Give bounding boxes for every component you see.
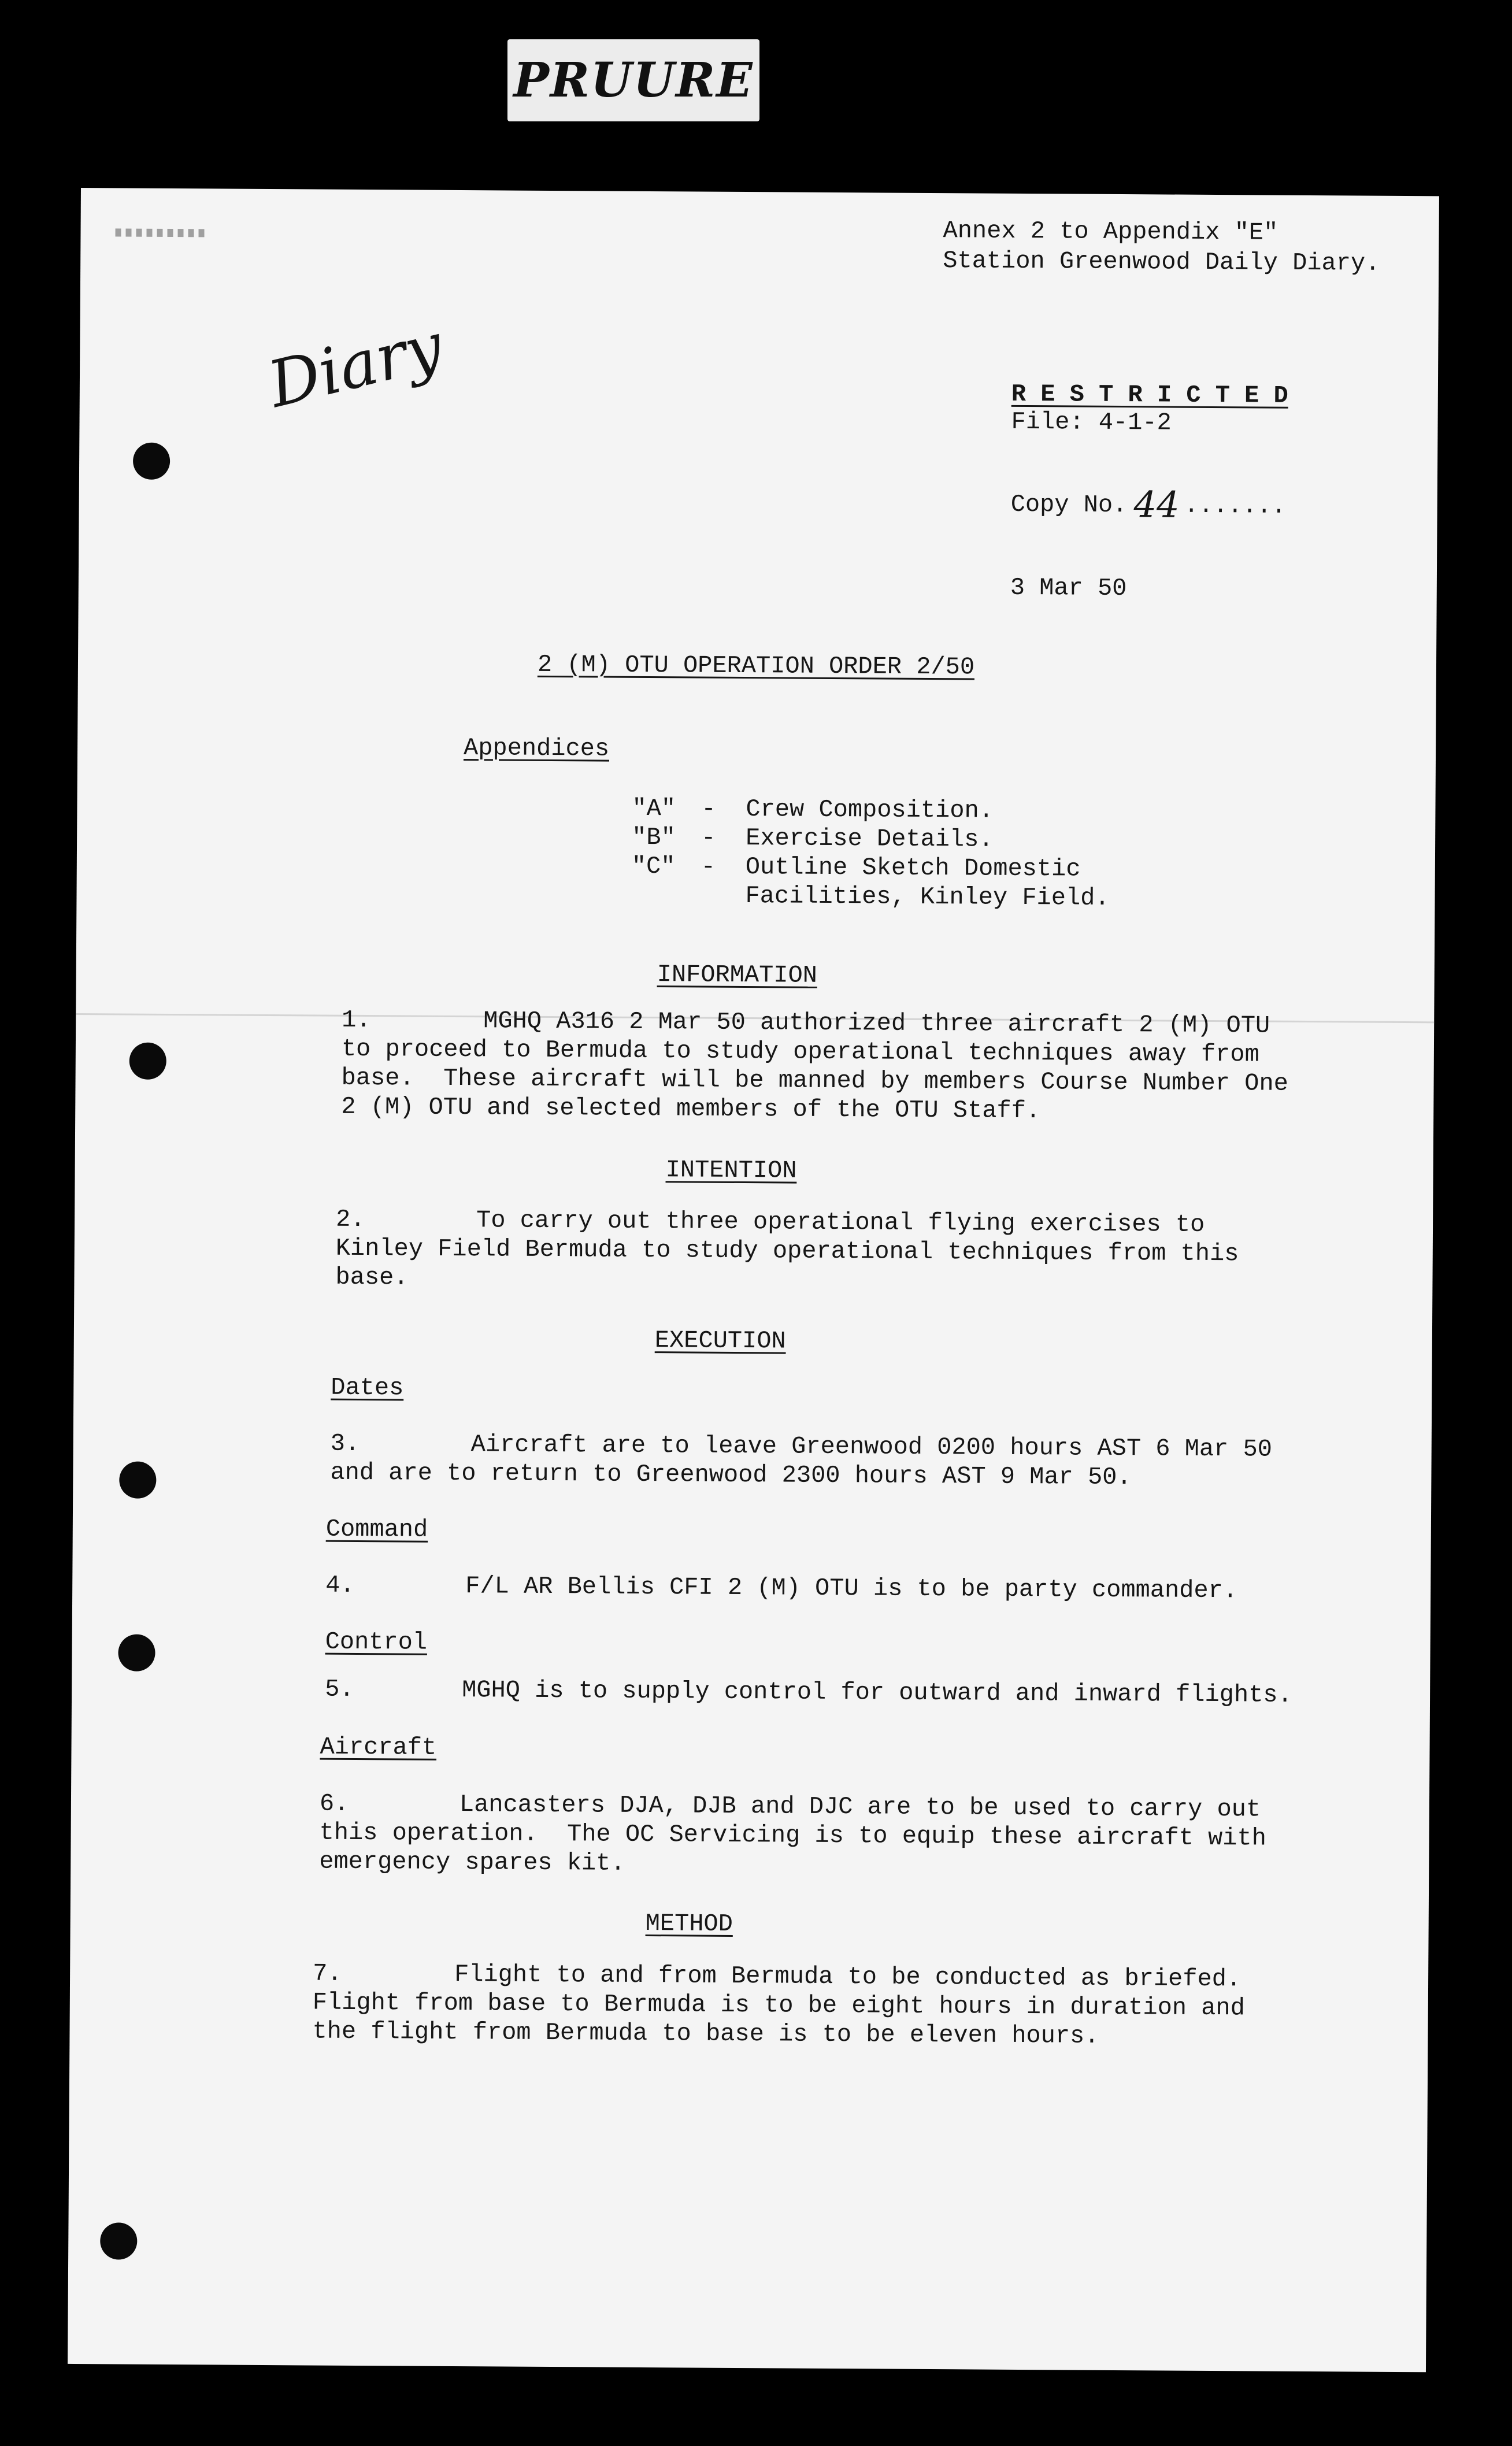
- document-title: 2 (M) OTU OPERATION ORDER 2/50: [537, 650, 975, 681]
- paragraph-line: and are to return to Greenwood 2300 hours AST 9 Mar 50.: [330, 1458, 1132, 1492]
- appendix-dash: -: [701, 795, 716, 823]
- subheading-command: Command: [325, 1515, 428, 1544]
- subheading-control: Control: [325, 1628, 428, 1656]
- paragraph-line: base.: [335, 1263, 409, 1292]
- file-reference: File: 4-1-2: [1011, 407, 1172, 437]
- punch-hole-icon: [118, 1634, 155, 1671]
- annex-line-1: Annex 2 to Appendix "E": [943, 217, 1278, 247]
- paragraph-line: the flight from Bermuda to base is to be eleven hours.: [312, 2017, 1099, 2050]
- annex-line-2: Station Greenwood Daily Diary.: [943, 247, 1380, 277]
- appendix-item: Outline Sketch Domestic: [745, 853, 1081, 883]
- appendix-dash: -: [701, 824, 716, 852]
- appendix-item: Exercise Details.: [746, 824, 994, 854]
- section-heading-information: INFORMATION: [657, 961, 818, 989]
- subheading-aircraft: Aircraft: [320, 1733, 437, 1762]
- appendices-heading: Appendices: [463, 734, 610, 763]
- paragraph-line: emergency spares kit.: [319, 1847, 625, 1877]
- section-heading-method: METHOD: [645, 1910, 733, 1938]
- paragraph-line: F/L AR Bellis CFI 2 (M) OTU is to be party commander.: [465, 1572, 1238, 1605]
- paragraph-line: Kinley Field Bermuda to study operational techniques from this: [335, 1234, 1239, 1268]
- paragraph-line: Flight to and from Bermuda to be conducted as briefed.: [454, 1960, 1242, 1993]
- paragraph-line: Lancasters DJA, DJB and DJC are to be used to carry out: [459, 1791, 1261, 1824]
- appendix-item: Crew Composition.: [746, 795, 994, 825]
- archive-tab-text: PRUURE: [513, 53, 754, 108]
- punch-hole-icon: [119, 1461, 156, 1498]
- section-heading-intention: INTENTION: [665, 1156, 797, 1185]
- subheading-dates: Dates: [331, 1373, 404, 1402]
- paragraph-number: 2.: [335, 1205, 365, 1234]
- appendix-dash: -: [701, 853, 716, 881]
- paragraph-number: 6.: [319, 1789, 349, 1818]
- paragraph-number: 3.: [330, 1429, 360, 1458]
- punch-hole-icon: [133, 443, 170, 480]
- appendix-key: "B": [632, 823, 676, 852]
- copy-number-label: Copy No.: [1010, 490, 1128, 520]
- appendix-item-continuation: Facilities, Kinley Field.: [745, 882, 1110, 912]
- paragraph-line: to proceed to Bermuda to study operational techniques away from: [341, 1035, 1259, 1069]
- document-page: [68, 188, 1439, 2372]
- handwritten-diary-note: Diary: [261, 308, 450, 422]
- paragraph-line: Flight from base to Bermuda is to be eight hours in duration and: [312, 1988, 1246, 2022]
- copy-number-handwritten: 44: [1133, 483, 1180, 526]
- page-scuff-mark: [115, 228, 207, 237]
- paragraph-line: To carry out three operational flying exercises to: [476, 1206, 1205, 1239]
- archive-tab-label: [507, 39, 759, 121]
- paragraph-line: MGHQ is to supply control for outward and inward flights.: [461, 1676, 1292, 1709]
- paragraph-line: 2 (M) OTU and selected members of the OTU Staff.: [341, 1092, 1041, 1125]
- paragraph-line: this operation. The OC Servicing is to equip these aircraft with: [319, 1818, 1267, 1852]
- paragraph-number: 7.: [312, 1959, 342, 1988]
- paragraph-line: base. These aircraft will be manned by members Course Number One: [341, 1063, 1288, 1098]
- appendix-key: "C": [631, 852, 676, 881]
- paragraph-number: 4.: [325, 1571, 355, 1599]
- section-heading-execution: EXECUTION: [654, 1326, 786, 1355]
- paragraph-number: 5.: [324, 1675, 354, 1703]
- appendix-key: "A": [632, 794, 676, 823]
- copy-number-dots: .......: [1184, 491, 1287, 520]
- classification-stamp: R E S T R I C T E D: [1011, 380, 1288, 410]
- paragraph-line: Aircraft are to leave Greenwood 0200 hours AST 6 Mar 50: [470, 1430, 1273, 1463]
- punch-hole-icon: [129, 1043, 166, 1080]
- document-date: 3 Mar 50: [1010, 573, 1127, 603]
- paragraph-line: MGHQ A316 2 Mar 50 authorized three aircraft 2 (M) OTU: [483, 1007, 1270, 1040]
- punch-hole-icon: [100, 2222, 137, 2259]
- paragraph-number: 1.: [342, 1006, 371, 1035]
